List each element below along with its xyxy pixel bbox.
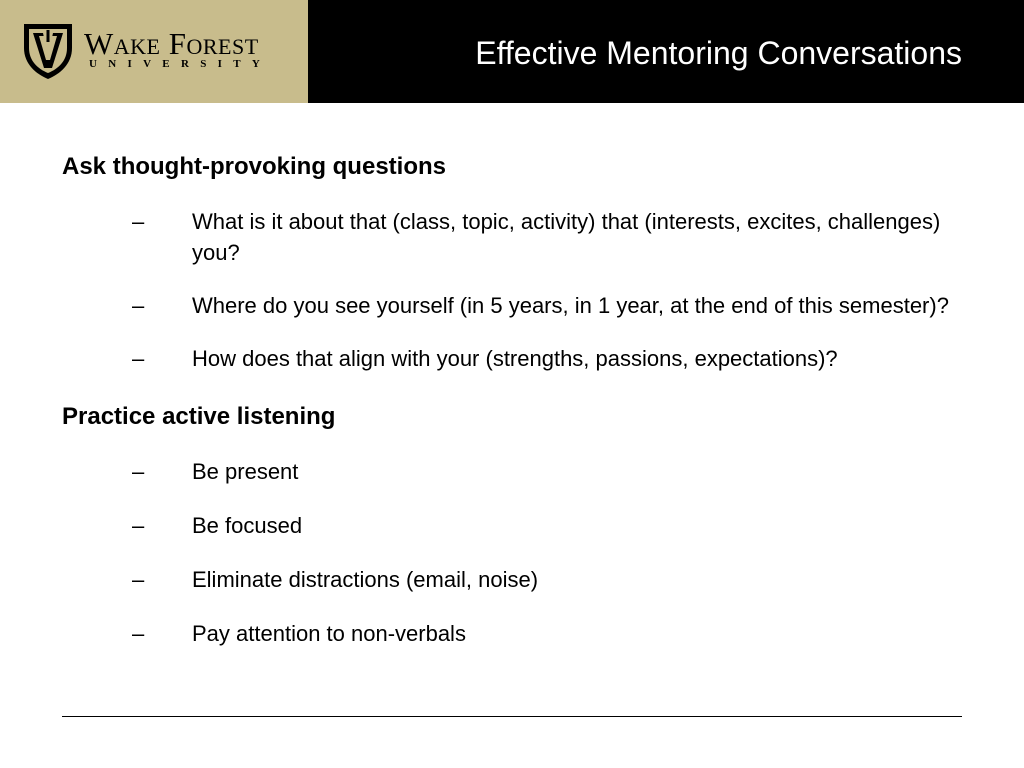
bullet-text: How does that align with your (strengths, passions, expectations)?: [192, 346, 838, 371]
section-listening: [62, 400, 962, 649]
bullet-text: Where do you see yourself (in 5 years, in 1 year, at the end of this semester)?: [192, 293, 949, 318]
footer-divider: [62, 716, 962, 717]
bullet-list: [62, 206, 962, 374]
slide-header: [0, 0, 1024, 103]
bullet-item: [62, 206, 962, 268]
bullet-text: Eliminate distractions (email, noise): [192, 567, 539, 592]
bullet-dash: –: [132, 209, 145, 234]
section-questions: [62, 150, 962, 374]
bullet-item: [62, 564, 962, 595]
bullet-dash: –: [132, 459, 145, 484]
bullet-list: [62, 456, 962, 649]
bullet-text: Be focused: [192, 513, 303, 538]
bullet-text: Be present: [192, 459, 299, 484]
bullet-dash: –: [132, 513, 145, 538]
bullet-item: [62, 343, 962, 374]
bullet-text: What is it about that (class, topic, activity) that (interests, excites, challenges) you?: [192, 209, 941, 265]
bullet-item: [62, 618, 962, 649]
bullet-dash: –: [132, 567, 145, 592]
section-heading: Practice active listening: [62, 403, 336, 430]
bullet-item: [62, 510, 962, 541]
section-heading: Ask thought-provoking questions: [62, 153, 446, 180]
university-logo: [0, 0, 308, 103]
bullet-item: [62, 456, 962, 487]
logo-subtitle: UNIVERSITY: [89, 58, 272, 70]
bullet-text: Pay attention to non-verbals: [192, 621, 466, 646]
slide-title: Effective Mentoring Conversations: [475, 35, 962, 71]
bullet-dash: –: [132, 346, 145, 371]
shield-icon: [22, 22, 74, 80]
bullet-dash: –: [132, 293, 145, 318]
logo-wordmark: Wake Forest: [84, 26, 259, 61]
bullet-dash: –: [132, 621, 145, 646]
bullet-item: [62, 290, 962, 321]
slide-content: [62, 150, 962, 649]
